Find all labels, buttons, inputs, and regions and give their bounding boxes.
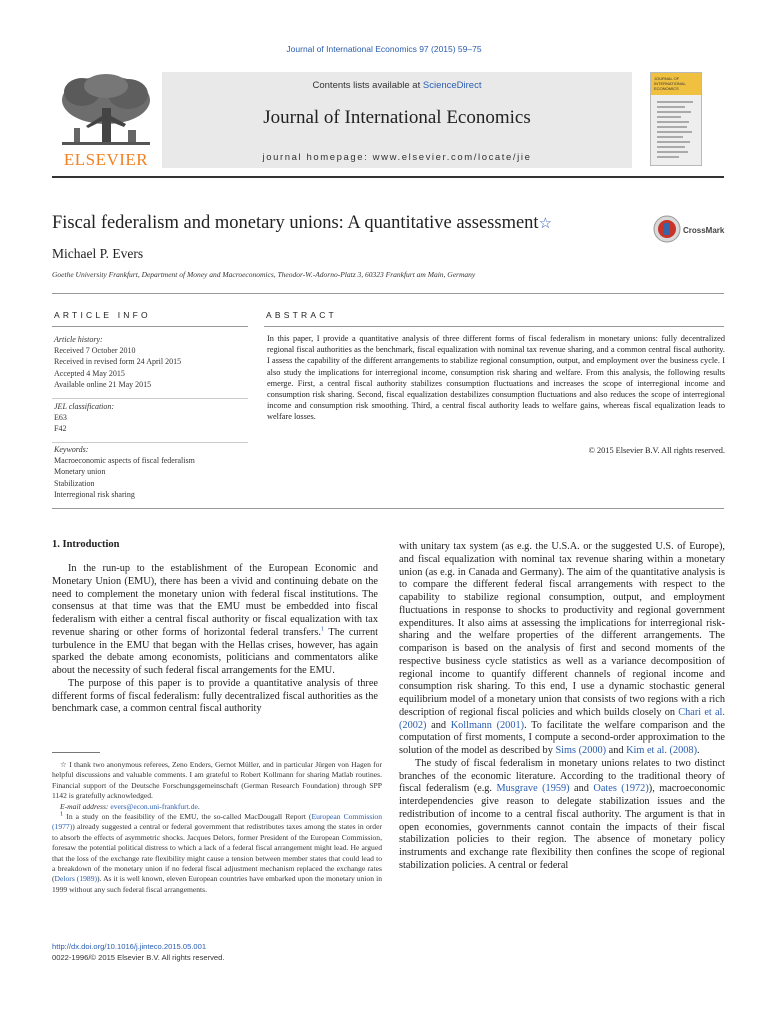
jel-label: JEL classification: <box>54 402 115 411</box>
body-column-left <box>52 563 378 716</box>
footnote-text: ). As it is well known, eleven European countries have embarked upon the monetary union in 1999 without any such federal fiscal arrangements. <box>52 874 383 894</box>
history-item: Received in revised form 24 April 2015 <box>54 357 182 367</box>
footnote-text: ) already suggested a central or federal government that redistributes taxes among the states in order to absorb the effects of asymmetric shocks. Jacques Delors, former President of the European Commission, foresaw the potential political distress to which a lack of a federal fiscal arrangement might lead. He argued that the loss of the exchange rate flexibility might cause a tension between member states that could lead to a breakdown of the monetary union if no federal fiscal adjustment mechanism replaced the exchange rates ( <box>52 822 382 884</box>
footnote-rule <box>52 752 100 753</box>
footnotes <box>52 760 382 895</box>
journal-cover-thumbnail[interactable] <box>650 72 702 166</box>
journal-masthead <box>52 72 717 168</box>
abstract-rule <box>264 326 724 327</box>
jel-classification <box>54 401 114 435</box>
elsevier-tree-icon <box>52 72 160 152</box>
keywords <box>54 444 195 500</box>
history-item: Accepted 4 May 2015 <box>54 368 125 378</box>
title-rule <box>52 293 724 294</box>
footnote-marker: 1 <box>60 810 64 818</box>
footnote-text: In a study on the feasibility of the EMU, the so-called MacDougall Report ( <box>66 812 312 822</box>
masthead-rule <box>52 176 724 178</box>
elsevier-wordmark: ELSEVIER <box>63 150 149 169</box>
keywords-label: Keywords: <box>54 445 89 454</box>
rights-line: 0022-1996/© 2015 Elsevier B.V. All rights reserved. <box>52 953 225 962</box>
keyword: Stabilization <box>54 478 95 488</box>
citation-link[interactable]: Kollmann (2001) <box>450 719 525 731</box>
paragraph-text: and <box>426 719 451 731</box>
paragraph <box>399 758 725 873</box>
footnote-marker: ☆ <box>60 760 68 769</box>
abstract-heading: ABSTRACT <box>266 310 337 320</box>
cover-title: JOURNAL OF INTERNATIONAL ECONOMICS <box>654 76 686 91</box>
article-info-heading: ARTICLE INFO <box>54 310 151 320</box>
keyword: Interregional risk sharing <box>54 489 135 499</box>
front-matter-rule <box>52 508 724 509</box>
abstract-copyright: © 2015 Elsevier B.V. All rights reserved. <box>588 446 725 455</box>
paragraph-text: with unitary tax system (as e.g. the U.S.A. or the suggested U.S. of Europe), and fiscal equalization with nominal tax revenue sharing within a monetary union (as e.g. in Canada and Germany). The aim of the quantitative analysis is to compare the different federal fiscal arrangements with respect to the capability to stabilize regional consumption, output, and employment fluctuations in response to shocks to productivity and regional government expenditures. It also aims at assessing the implications for interregional risk-sharing and the welfare properties of the different arrangements. The comparison is based on the analysis of first and second moments of the respective business cycle statistics as well as a variance decomposition of regional income to quantify different channels of regional income and consumption risk sharing. To this end, I use a dynamic stochastic general equilibrium model of a monetary union that consists of two regions with a rich description of regional fiscal policies and which builds closely on <box>399 541 725 718</box>
abstract-text: In this paper, I provide a quantitative analysis of three different forms of fiscal federalism in monetary unions: fully decentralized regional fiscal authorities as the benchmark, fiscal equalization with nominal tax revenue sharing, and a common central fiscal authority. I assess the capability of the different arrangements to stabilize regional consumption, output, and employment over the business cycle. I also study the implications for interregional income, consumption risk sharing and welfare. From this analysis, the following results emerge. First, a central fiscal authority stabilizes consumption fluctuations and increases the scope of interregional income and consumption risk sharing. Second, fiscal equalization destabilizes consumption fluctuations and also reduces the scope of interregional income and consumption risk smoothing. Third, a central fiscal authority leads to welfare gains, whereas fiscal equalization leads to welfare losses. <box>267 334 725 422</box>
footnote-text: . <box>197 801 200 811</box>
paragraph-text: and <box>606 745 627 756</box>
paragraph-text: The current turbulence in the EMU that began with the Hellas crises, however, has again sparked the debate among economists, politicians and commentators alike about the necessity of such federal fiscal arrangements for the EMU. <box>52 626 378 676</box>
crossmark-icon <box>653 215 681 243</box>
keyword: Monetary union <box>54 467 106 477</box>
section-heading-introduction: 1. Introduction <box>52 539 120 550</box>
footnote-email <box>52 802 382 812</box>
article-info-rule <box>52 326 248 327</box>
citation-link[interactable]: Sims (2000) <box>555 745 607 756</box>
author-affiliation: Goethe University Frankfurt, Department of Money and Macroeconomics, Theodor-W.-Adorno-Platz 3, 60323 Frankfurt am Main, Germany <box>52 270 476 279</box>
footnote-text: I thank two anonymous referees, Zeno Enders, Gernot Müller, and in particular Jürgen von Hagen for helpful discussions and valuable comments. I am grateful to Robert Kollmann for sharing Matlab routines. Financial support of the Deutsche Forschungsgemeinschaft (German Research Foundation) through SPP 1142 is gratefully acknowledged. <box>52 760 382 801</box>
keyword: Macroeconomic aspects of fiscal federalism <box>54 456 195 466</box>
footnote-1 <box>52 812 382 895</box>
paragraph-text: The study of fiscal federalism in monetary unions relates to two distinct branches of the economic literature. According to the traditional theory of fiscal federalism (e.g. <box>399 757 725 795</box>
citation-link[interactable]: Delors (1989) <box>54 874 98 884</box>
email-label: E-mail address: <box>60 801 111 811</box>
journal-homepage[interactable]: journal homepage: www.elsevier.com/locate/jie <box>262 152 532 163</box>
body-column-right <box>399 541 725 873</box>
cover-text-lines <box>657 101 697 161</box>
footnote-star <box>52 760 382 802</box>
crossmark-label: CrossMark <box>683 226 725 235</box>
journal-reference-link[interactable]: Journal of International Economics 97 (2015) 59–75 <box>286 44 482 54</box>
history-label: Article history: <box>54 335 103 344</box>
paragraph <box>399 541 725 758</box>
journal-title: Journal of International Economics <box>263 107 531 128</box>
citation-link[interactable]: Musgrave (1959) <box>496 783 570 795</box>
jel-rule <box>52 398 248 399</box>
citation-link[interactable]: Kim et al. (2008) <box>626 745 698 756</box>
crossmark-badge[interactable] <box>653 215 733 245</box>
sciencedirect-link[interactable]: ScienceDirect <box>422 80 482 91</box>
paragraph-text: ), macroeconomic interdependencies give reason to delegate stabilization issues and the redistribution of income to a central fiscal authority. The argument is that in open economies, governments cannot contain the impacts of their fiscal stabilization policies to their region. The absence of monetary policy instruments and exchange rate flexibility then confines the scope of regional stabilization policies. A central or federal <box>399 783 725 871</box>
jel-code: E63 <box>54 413 67 423</box>
paragraph: The purpose of this paper is to provide a quantitative analysis of three different forms of fiscal federalism: fully decentralized fiscal authorities as the benchmark case, a common central fiscal authority <box>52 677 378 715</box>
paragraph-text: In the run-up to the establishment of the European Economic and Monetary Union (EMU), there has been a vivid and continuing debate on the need to complement the monetary union with federal fiscal institutions. The consensus at that time was that the EMU must be embedded into fiscal federalism with either a central fiscal authority or fiscal equalization with tax revenue sharing or other forms of horizontal federal transfers. <box>52 563 378 638</box>
paragraph-text: . <box>697 745 700 756</box>
contents-line <box>162 80 632 91</box>
keywords-rule <box>52 442 248 443</box>
masthead-banner <box>162 72 632 168</box>
citation-link[interactable]: Oates (1972) <box>593 783 649 795</box>
title-footnote-star[interactable]: ☆ <box>538 216 553 232</box>
footnote-ref-1[interactable]: 1 <box>320 625 325 633</box>
article-title <box>52 213 552 234</box>
article-title-text: Fiscal federalism and monetary unions: A quantitative assessment <box>52 213 539 233</box>
footer <box>52 941 224 963</box>
article-history <box>54 334 181 390</box>
paragraph <box>52 563 378 678</box>
author-email-link[interactable]: evers@econ.uni-frankfurt.de <box>110 801 198 811</box>
citation-link[interactable]: European Commission (1977) <box>52 812 382 832</box>
paragraph-text: and <box>569 783 594 795</box>
contents-prefix: Contents lists available at <box>312 80 423 91</box>
doi-link[interactable]: http://dx.doi.org/10.1016/j.jinteco.2015.05.001 <box>52 942 207 951</box>
paragraph-text: . To facilitate the welfare comparison and the computation of first moments, I compute a second-order approximation to the solution of the model as described by <box>399 719 725 756</box>
elsevier-logo[interactable] <box>52 72 160 168</box>
history-item: Received 7 October 2010 <box>54 346 136 356</box>
citation-link[interactable]: Chari et al. (2002) <box>399 706 725 731</box>
jel-code: F42 <box>54 424 67 434</box>
author-name[interactable]: Michael P. Evers <box>52 246 144 261</box>
history-item: Available online 21 May 2015 <box>54 379 152 389</box>
